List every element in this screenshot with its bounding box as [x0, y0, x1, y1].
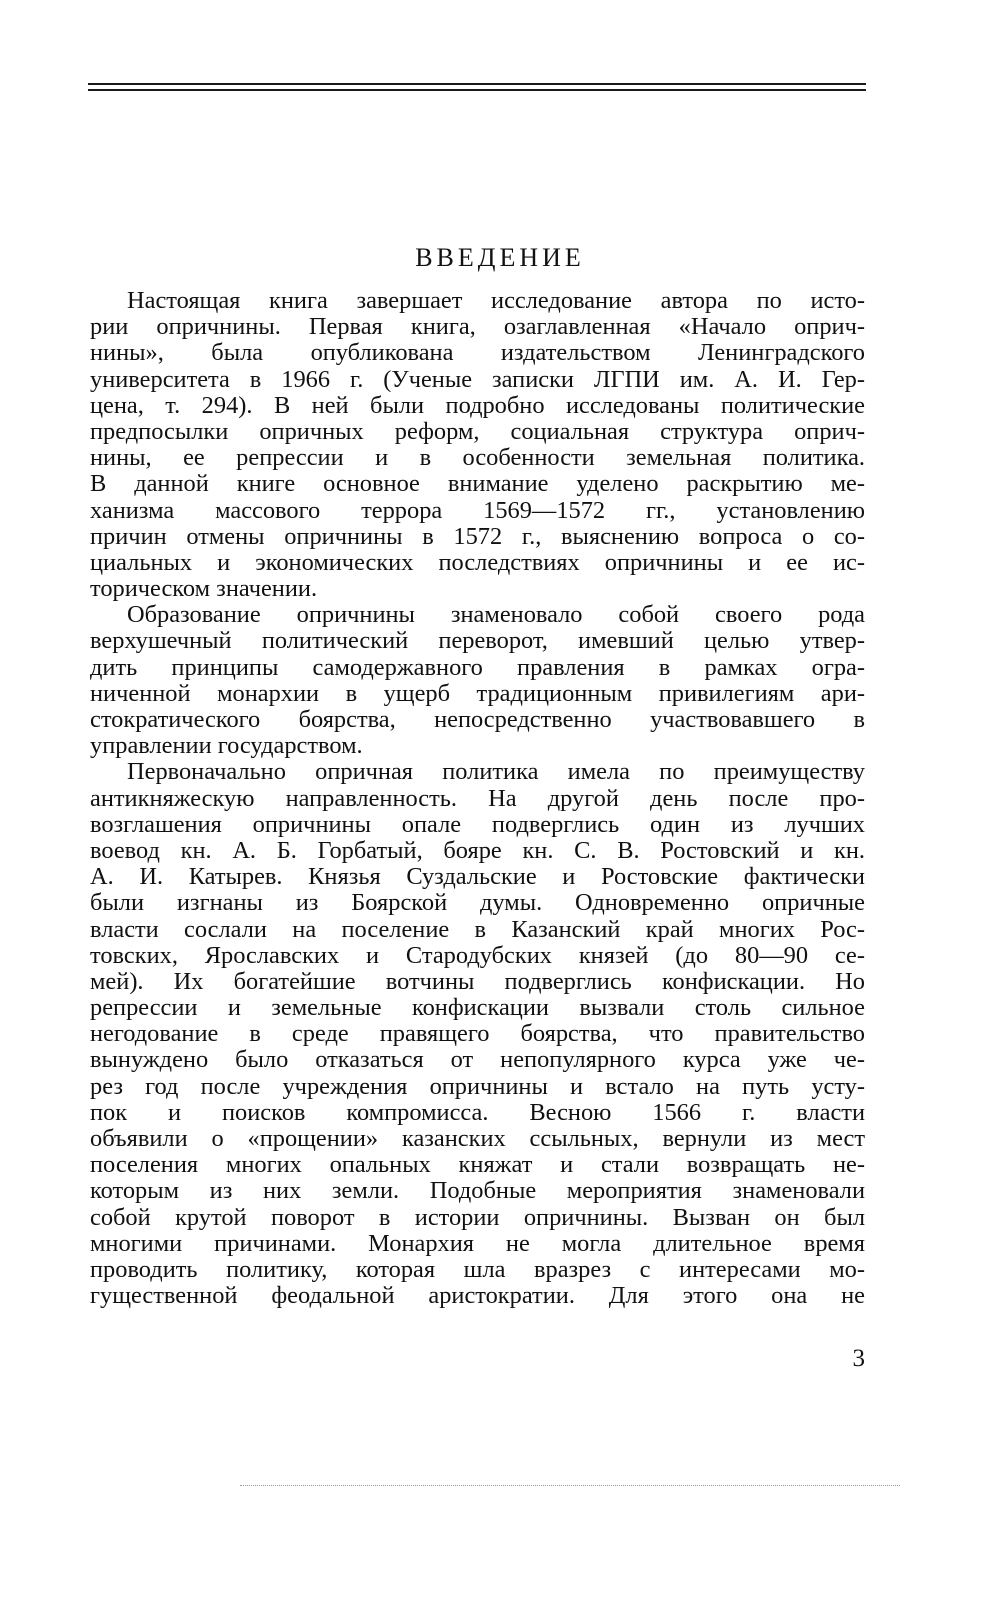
text-line: антикняжескую направленность. На другой день после про- — [90, 784, 865, 812]
text-line: университета в 1966 г. (Ученые записки ЛГПИ им. А. И. Гер- — [90, 365, 865, 393]
text-line: А. И. Катырев. Князья Суздальские и Ростовские фактически — [90, 863, 865, 891]
text-line: нины», была опубликована издательством Ленинградского — [90, 339, 865, 367]
text-line: Образование опричнины знаменовало собой своего рода — [127, 601, 865, 629]
text-line: циальных и экономических последствиях опричнины и ее ис- — [90, 548, 865, 576]
text-line: гущественной феодальной аристократии. Для этого она не — [90, 1282, 865, 1310]
bottom-dotted-rule — [240, 1485, 900, 1486]
text-line: торическом значении. — [90, 575, 318, 603]
text-line: стократического боярства, непосредственно участвовавшего в — [90, 706, 865, 733]
text-line: вынуждено было отказаться от непопулярного курса уже че- — [90, 1046, 865, 1074]
text-line: были изгнаны из Боярской думы. Одновременно опричные — [90, 889, 865, 917]
text-line: нины, ее репрессии и в особенности земельная политика. — [90, 444, 865, 472]
paragraph-3 — [90, 759, 865, 1309]
text-line: дить принципы самодержавного правления в рамках огра- — [90, 653, 865, 681]
page-number: 3 — [852, 1345, 865, 1372]
text-line: ниченной монархии в ущерб традиционным привилегиям ари- — [90, 679, 865, 707]
text-line: возглашения опричнины опале подверглись один из лучших — [90, 810, 865, 838]
text-line: воевод кн. А. Б. Горбатый, бояре кн. С. В. Ростовский и кн. — [90, 836, 865, 864]
text-line: рии опричнины. Первая книга, озаглавленная «Начало оприч- — [90, 313, 865, 341]
text-line: собой крутой поворот в истории опричнины. Вызван он был — [90, 1203, 865, 1231]
text-line: ханизма массового террора 1569—1572 гг., установлению — [90, 496, 865, 524]
text-line: Настоящая книга завершает исследование автора по исто- — [127, 287, 865, 314]
paragraph-1 — [90, 288, 865, 602]
top-double-rule-lower — [88, 89, 866, 91]
text-line: пок и поисков компромисса. Весною 1566 г. власти — [90, 1098, 865, 1126]
text-line: проводить политику, которая шла вразрез с интересами мо- — [90, 1255, 865, 1283]
text-line: поселения многих опальных княжат и стали возвращать не- — [90, 1151, 865, 1179]
text-line: причин отмены опричнины в 1572 г., выяснению вопроса о со- — [90, 522, 865, 550]
text-line: В данной книге основное внимание уделено раскрытию ме- — [90, 470, 865, 498]
text-line: негодование в среде правящего боярства, что правительство — [90, 1020, 865, 1048]
text-line: мей). Их богатейшие вотчины подверглись конфискации. Но — [90, 967, 865, 995]
text-line: предпосылки опричных реформ, социальная структура оприч- — [90, 417, 865, 445]
text-line: репрессии и земельные конфискации вызвали столь сильное — [90, 994, 865, 1022]
text-line: власти сослали на поселение в Казанский край многих Рос- — [90, 915, 865, 943]
paragraph-2 — [90, 602, 865, 759]
text-line: которым из них земли. Подобные мероприятия знаменовали — [90, 1177, 865, 1205]
top-double-rule-upper — [88, 83, 866, 85]
text-line: цена, т. 294). В ней были подробно исследованы политические — [90, 391, 865, 419]
chapter-title: ВВЕДЕНИЕ — [415, 243, 585, 272]
text-line: многими причинами. Монархия не могла длительное время — [90, 1229, 865, 1257]
text-line: товских, Ярославских и Стародубских князей (до 80—90 се- — [90, 941, 865, 969]
text-line: объявили о «прощении» казанских ссыльных, вернули из мест — [90, 1125, 865, 1152]
text-line: Первоначально опричная политика имела по преимуществу — [127, 758, 865, 786]
text-line: управлении государством. — [90, 732, 363, 760]
text-line: рез год после учреждения опричнины и встало на путь усту- — [90, 1072, 865, 1100]
text-line: верхушечный политический переворот, имевший целью утвер- — [90, 627, 865, 655]
body-text — [90, 288, 865, 1309]
